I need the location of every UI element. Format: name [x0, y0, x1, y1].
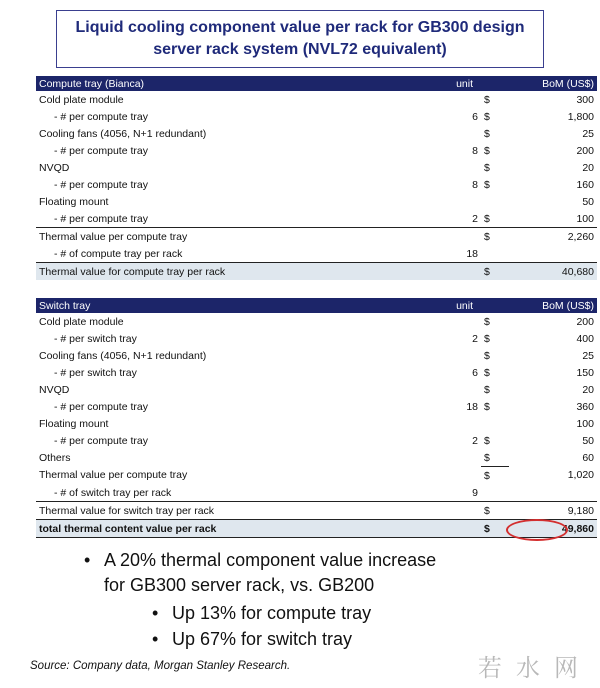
row-value — [509, 484, 597, 502]
header-spacer — [481, 76, 509, 91]
row-currency: $ — [484, 349, 490, 362]
compute-tray-table — [36, 76, 597, 280]
row-label: - # per switch tray — [54, 366, 137, 379]
row-value: 1,800 — [567, 110, 594, 123]
table-row — [36, 176, 597, 193]
row-unit — [382, 415, 481, 432]
row-label: NVQD — [39, 161, 70, 174]
row-value — [509, 245, 597, 263]
table-row — [36, 313, 597, 330]
table-header — [36, 298, 597, 313]
row-value: 20 — [582, 161, 594, 174]
row-currency: $ — [484, 366, 490, 379]
row-label: Thermal value per compute tray — [36, 228, 382, 246]
row-value: 100 — [576, 417, 594, 430]
row-currency: $ — [484, 332, 490, 345]
row-label: - # per compute tray — [54, 178, 148, 191]
row-unit: 18 — [466, 400, 478, 413]
switch-tray-table — [36, 298, 597, 538]
row-value: 9,180 — [509, 502, 597, 520]
row-label: - # per compute tray — [54, 212, 148, 225]
row-value: 360 — [576, 400, 594, 413]
header-unit: unit — [382, 298, 481, 313]
row-unit — [382, 520, 481, 538]
table-row — [36, 415, 597, 432]
table-row — [36, 210, 597, 228]
watermark-logo: 若水网 — [478, 654, 592, 682]
row-value: 25 — [582, 127, 594, 140]
row-value: 1,020 — [567, 469, 594, 482]
thermal-per-rack-row — [36, 263, 597, 281]
header-unit: unit — [382, 76, 481, 91]
thermal-per-tray-row — [36, 228, 597, 246]
table-row — [36, 432, 597, 449]
header-spacer — [481, 298, 509, 313]
main-bullet — [84, 548, 544, 598]
table-row — [36, 398, 597, 415]
row-value: 49,860 — [509, 520, 597, 538]
row-unit — [382, 91, 481, 108]
row-label: Others — [39, 451, 71, 464]
row-currency: $ — [481, 228, 509, 246]
row-unit: 6 — [472, 110, 478, 123]
row-currency: $ — [481, 520, 509, 538]
header-label: Switch tray — [36, 298, 382, 313]
table-row — [36, 330, 597, 347]
row-currency: $ — [484, 178, 490, 191]
row-label: - # per switch tray — [54, 332, 137, 345]
title-line-2: server rack system (NVL72 equivalent) — [153, 41, 447, 58]
row-unit: 6 — [472, 366, 478, 379]
row-label: - # of compute tray per rack — [54, 247, 183, 260]
row-unit: 9 — [472, 486, 478, 499]
main-bullet-line-1: A 20% thermal component value increase — [104, 550, 437, 570]
row-unit: 8 — [472, 144, 478, 157]
row-currency: $ — [484, 434, 490, 447]
row-currency — [481, 484, 509, 502]
bullet-dot-icon: • — [84, 550, 91, 570]
row-label: - # per compute tray — [54, 400, 148, 413]
row-unit — [382, 193, 481, 210]
row-value: 200 — [576, 315, 594, 328]
row-currency: $ — [484, 161, 490, 174]
row-currency — [481, 415, 509, 432]
row-label: - # per compute tray — [54, 110, 148, 123]
row-label: Floating mount — [39, 195, 109, 208]
row-label: - # per compute tray — [54, 434, 148, 447]
row-value: 60 — [582, 451, 594, 464]
row-unit — [382, 125, 481, 142]
row-label: - # of switch tray per rack — [54, 486, 172, 499]
row-unit — [382, 449, 481, 467]
row-value: 2,260 — [509, 228, 597, 246]
row-label: Thermal value per compute tray — [39, 469, 188, 482]
row-unit — [382, 263, 481, 281]
trays-per-rack-row — [36, 245, 597, 263]
table-row — [36, 364, 597, 381]
table-header — [36, 76, 597, 91]
row-currency: $ — [481, 263, 509, 281]
table-row — [36, 125, 597, 142]
table-row — [36, 91, 597, 108]
header-bom: BoM (US$) — [509, 298, 597, 313]
row-value: 400 — [576, 332, 594, 345]
row-unit: 2 — [472, 332, 478, 345]
row-currency: $ — [484, 93, 490, 106]
sub-bullet-compute — [152, 601, 372, 625]
row-unit — [382, 502, 481, 520]
thermal-per-tray-row — [36, 467, 597, 485]
row-unit: 2 — [472, 434, 478, 447]
bullet-dot-icon: • — [152, 603, 159, 623]
row-label: Cooling fans (4056, N+1 redundant) — [39, 349, 207, 362]
header-bom: BoM (US$) — [509, 76, 597, 91]
row-unit: 2 — [472, 212, 478, 225]
row-label: Thermal value for switch tray per rack — [36, 502, 382, 520]
sub-bullet-compute-text: Up 13% for compute tray — [172, 603, 372, 623]
row-currency: $ — [484, 400, 490, 413]
thermal-per-rack-row — [36, 502, 597, 520]
row-unit — [382, 467, 481, 485]
table-row — [36, 381, 597, 398]
row-unit — [382, 228, 481, 246]
row-label: - # per compute tray — [54, 144, 148, 157]
row-label: Thermal value for compute tray per rack — [36, 263, 382, 281]
row-currency: $ — [481, 449, 509, 467]
table-row — [36, 108, 597, 125]
row-currency: $ — [484, 144, 490, 157]
row-value: 25 — [582, 349, 594, 362]
title-box — [56, 10, 544, 68]
row-unit — [382, 313, 481, 330]
row-label: Floating mount — [39, 417, 109, 430]
row-value: 150 — [576, 366, 594, 379]
row-unit — [382, 347, 481, 364]
row-value: 40,680 — [509, 263, 597, 281]
row-currency: $ — [484, 212, 490, 225]
table-row — [36, 449, 597, 467]
row-label: Cooling fans (4056, N+1 redundant) — [39, 127, 207, 140]
header-label: Compute tray (Bianca) — [36, 76, 382, 91]
row-value: 20 — [582, 383, 594, 396]
total-highlight-circle — [506, 519, 568, 541]
row-value: 200 — [576, 144, 594, 157]
row-currency: $ — [484, 127, 490, 140]
main-bullet-line-2: for GB300 server rack, vs. GB200 — [104, 575, 375, 595]
table-row — [36, 159, 597, 176]
table-row — [36, 142, 597, 159]
row-unit: 18 — [466, 247, 478, 260]
row-value: 50 — [582, 434, 594, 447]
row-currency: $ — [484, 383, 490, 396]
row-label: Cold plate module — [39, 93, 124, 106]
bullet-dot-icon: • — [152, 629, 159, 649]
row-currency: $ — [481, 502, 509, 520]
row-unit — [382, 381, 481, 398]
row-currency — [481, 245, 509, 263]
title-line-1: Liquid cooling component value per rack for GB300 design — [75, 19, 525, 36]
trays-per-rack-row — [36, 484, 597, 502]
row-value: 160 — [576, 178, 594, 191]
row-unit: 8 — [472, 178, 478, 191]
sub-bullet-switch-text: Up 67% for switch tray — [172, 629, 353, 649]
sub-bullet-switch — [152, 627, 353, 651]
row-value: 50 — [582, 195, 594, 208]
row-value: 300 — [576, 93, 594, 106]
row-unit — [382, 159, 481, 176]
row-label: Cold plate module — [39, 315, 124, 328]
row-currency — [481, 193, 509, 210]
row-value: 100 — [576, 212, 594, 225]
table-row — [36, 193, 597, 210]
source-note: Source: Company data, Morgan Stanley Research. — [30, 660, 291, 672]
row-currency: $ — [484, 315, 490, 328]
row-currency: $ — [484, 110, 490, 123]
row-label: NVQD — [39, 383, 70, 396]
table-row — [36, 347, 597, 364]
row-currency: $ — [484, 469, 490, 482]
row-label: total thermal content value per rack — [36, 520, 382, 538]
